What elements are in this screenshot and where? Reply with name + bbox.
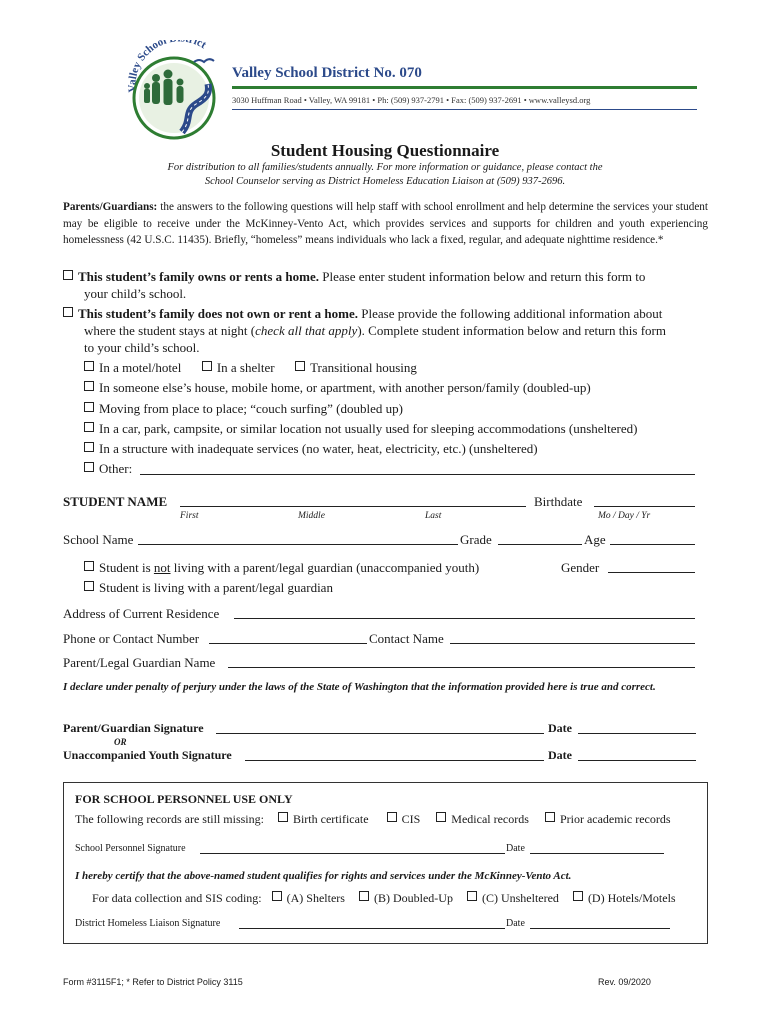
parent-date-input[interactable] bbox=[578, 721, 696, 734]
school-use-heading: FOR SCHOOL PERSONNEL USE ONLY bbox=[75, 792, 293, 806]
unaccompanied-option: Student is not living with a parent/legal guardian (unaccompanied youth) bbox=[84, 560, 479, 576]
perjury-declaration: I declare under penalty of perjury under the laws of the State of Washington that the information provided here is true and correct. bbox=[63, 681, 656, 693]
address-input[interactable] bbox=[234, 606, 695, 619]
checkbox-code-b-doubled-up[interactable] bbox=[359, 891, 369, 901]
youth-date-label: Date bbox=[548, 748, 572, 762]
caption-first: First bbox=[180, 511, 199, 521]
caption-last: Last bbox=[425, 511, 442, 521]
guardian-name-input[interactable] bbox=[228, 655, 695, 668]
missing-records-row: The following records are still missing: Birth certificate CIS Medical records Prior academic records bbox=[75, 812, 671, 826]
intro-body: the answers to the following questions will help staff with school enrollment and help determine the services your student may be eligible to receive under the McKinney-Vento Act, which provides services and supports for children and youth experiencing homelessness (42 U.S.C. 11435). Briefly, “homeless” means individuals who lack a fixed, regular, and adequate nighttime residence.* bbox=[63, 201, 708, 246]
youth-signature-input[interactable] bbox=[245, 748, 544, 761]
header-rule-green bbox=[232, 86, 697, 89]
checkbox-prior-academic[interactable] bbox=[545, 812, 555, 822]
situation-inadequate-structure: In a structure with inadequate services (no water, heat, electricity, etc.) (unsheltered) bbox=[84, 441, 538, 457]
gender-input[interactable] bbox=[608, 560, 695, 573]
caption-date-format: Mo / Day / Yr bbox=[598, 511, 651, 521]
contact-name-input[interactable] bbox=[450, 631, 695, 644]
living-with-guardian-option: Student is living with a parent/legal guardian bbox=[84, 580, 333, 596]
page-title: Student Housing Questionnaire bbox=[270, 141, 500, 160]
checkbox-cis[interactable] bbox=[387, 812, 397, 822]
checkbox-unaccompanied[interactable] bbox=[84, 561, 94, 571]
parent-date-label: Date bbox=[548, 721, 572, 735]
option-owns-rents: This student’s family owns or rents a home. Please enter student information below and return this form to bbox=[63, 269, 645, 285]
parent-signature-input[interactable] bbox=[216, 721, 544, 734]
footer-form-number: Form #3115F1; * Refer to District Policy 3115 bbox=[63, 977, 243, 987]
birthdate-label: Birthdate bbox=[534, 494, 583, 509]
liaison-date-input[interactable] bbox=[530, 918, 670, 929]
gender-label: Gender bbox=[561, 560, 600, 575]
checkbox-does-not-own[interactable] bbox=[63, 307, 73, 317]
checkbox-transitional[interactable] bbox=[295, 361, 305, 371]
contact-name-label: Contact Name bbox=[369, 631, 444, 646]
grade-label: Grade bbox=[460, 532, 492, 547]
district-name: Valley School District No. 070 bbox=[232, 65, 422, 81]
checkbox-inadequate-structure[interactable] bbox=[84, 442, 94, 452]
phone-label: Phone or Contact Number bbox=[63, 631, 200, 646]
checkbox-code-a-shelters[interactable] bbox=[272, 891, 282, 901]
option-owns-rents-line2: your child’s school. bbox=[84, 286, 187, 301]
checkbox-motel[interactable] bbox=[84, 361, 94, 371]
guardian-name-label: Parent/Legal Guardian Name bbox=[63, 655, 216, 670]
option-does-not-own-line3: to your child’s school. bbox=[84, 340, 200, 355]
intro-paragraph bbox=[63, 199, 708, 249]
checkbox-medical-records[interactable] bbox=[436, 812, 446, 822]
phone-input[interactable] bbox=[209, 631, 367, 644]
checkbox-code-d-hotels[interactable] bbox=[573, 891, 583, 901]
personnel-signature-input[interactable] bbox=[200, 843, 505, 854]
subtitle-line-2: School Counselor serving as District Homeless Education Liaison at (509) 937-2696. bbox=[204, 176, 566, 187]
situation-doubled-up: In someone else’s house, mobile home, or apartment, with another person/family (doubled-up) bbox=[84, 380, 591, 396]
or-label: OR bbox=[114, 737, 127, 747]
option-does-not-own: This student’s family does not own or rent a home. Please provide the following additional information about bbox=[63, 306, 662, 322]
personnel-date-input[interactable] bbox=[530, 843, 664, 854]
personnel-signature-label: School Personnel Signature bbox=[75, 843, 186, 854]
checkbox-other[interactable] bbox=[84, 462, 94, 472]
subtitle-line-1: For distribution to all families/students annually. For more information or guidance, please contact the bbox=[167, 162, 603, 173]
header-rule-blue bbox=[232, 109, 697, 110]
district-contact-line: 3030 Huffman Road • Valley, WA 99181 • Ph: (509) 937-2791 • Fax: (509) 937-2691 • www.valleysd.org bbox=[232, 95, 591, 105]
address-label: Address of Current Residence bbox=[63, 606, 220, 621]
liaison-signature-input[interactable] bbox=[239, 918, 505, 929]
logo-emblem bbox=[122, 40, 232, 140]
situation-couch-surfing: Moving from place to place; “couch surfing” (doubled up) bbox=[84, 401, 403, 417]
footer-revision: Rev. 09/2020 bbox=[598, 977, 651, 987]
liaison-signature-label: District Homeless Liaison Signature bbox=[75, 918, 221, 929]
option-does-not-own-line2: where the student stays at night (check all that apply). Complete student information below and return this form bbox=[84, 323, 666, 338]
situation-other: Other: bbox=[84, 461, 132, 477]
logo-arc-text: Valley School ict bbox=[126, 40, 209, 93]
grade-input[interactable] bbox=[498, 532, 582, 545]
school-name-label: School Name bbox=[63, 532, 134, 547]
personnel-date-label: Date bbox=[506, 843, 525, 854]
checkbox-shelter[interactable] bbox=[202, 361, 212, 371]
liaison-date-label: Date bbox=[506, 918, 525, 929]
birthdate-input[interactable] bbox=[594, 494, 695, 507]
checkbox-code-c-unsheltered[interactable] bbox=[467, 891, 477, 901]
age-label: Age bbox=[584, 532, 606, 547]
sis-coding-row: For data collection and SIS coding: (A) Shelters (B) Doubled-Up (C) Unsheltered (D) Hotels/Motels bbox=[92, 891, 676, 905]
situation-row-1: In a motel/hotel In a shelter Transitional housing bbox=[84, 360, 417, 376]
logo-bird-icon bbox=[194, 59, 214, 62]
checkbox-couch-surfing[interactable] bbox=[84, 402, 94, 412]
age-input[interactable] bbox=[610, 532, 695, 545]
school-name-input[interactable] bbox=[138, 532, 458, 545]
other-input-line[interactable] bbox=[140, 462, 695, 475]
checkbox-doubled-up[interactable] bbox=[84, 381, 94, 391]
checkbox-living-with-guardian[interactable] bbox=[84, 581, 94, 591]
intro-lead: Parents/Guardians: bbox=[63, 201, 158, 213]
youth-date-input[interactable] bbox=[578, 748, 696, 761]
checkbox-car-park[interactable] bbox=[84, 422, 94, 432]
youth-signature-label: Unaccompanied Youth Signature bbox=[63, 748, 232, 762]
situation-car-park: In a car, park, campsite, or similar location not usually used for sleeping accommodations (unsheltered) bbox=[84, 421, 637, 437]
checkbox-birth-certificate[interactable] bbox=[278, 812, 288, 822]
district-logo bbox=[122, 40, 232, 140]
certify-statement: I hereby certify that the above-named student qualifies for rights and services under the McKinney-Vento Act. bbox=[75, 870, 572, 882]
checkbox-owns-rents[interactable] bbox=[63, 270, 73, 280]
parent-signature-label: Parent/Guardian Signature bbox=[63, 721, 204, 735]
student-name-label: STUDENT NAME bbox=[63, 494, 168, 509]
caption-middle: Middle bbox=[298, 511, 325, 521]
student-name-input[interactable] bbox=[180, 494, 526, 507]
